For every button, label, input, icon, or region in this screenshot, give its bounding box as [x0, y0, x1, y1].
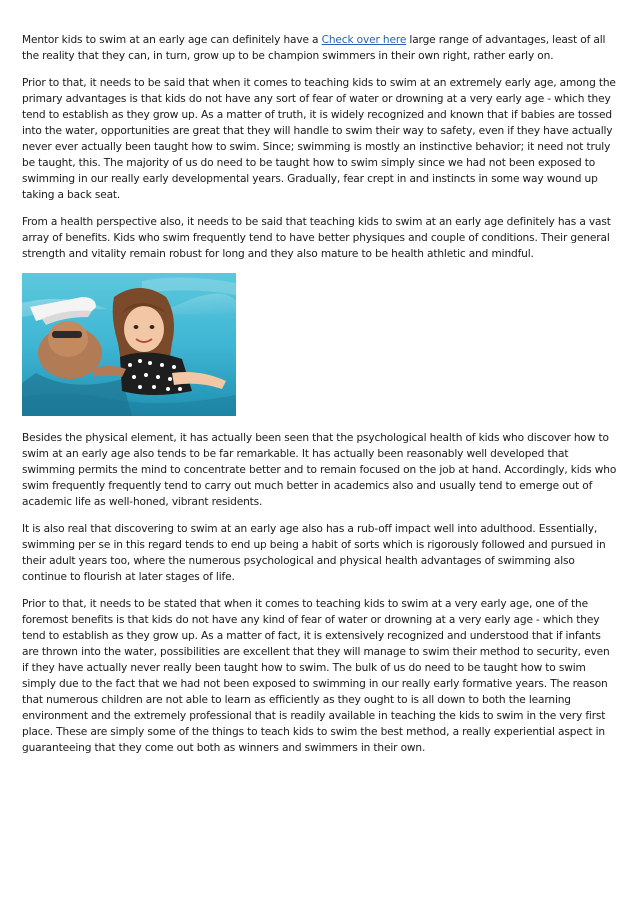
intro-text-before: Mentor kids to swim at an early age can definitely have a: [22, 34, 322, 46]
paragraph-psychological-health: Besides the physical element, it has actually been seen that the psychological health of kids who discover how to swim at an early age also tends to be far remarkable. It has actually been reasonably well developed that swimming permits the mind to concentrate better and to remain focused on the job at hand. Accordingly, kids who swim frequently frequently tend to carry out much better in academics also and usually tend to emerge out of academic life as well-honed, vibrant residents.: [22, 432, 617, 508]
paragraph-fear-of-water: Prior to that, it needs to be said that when it comes to teaching kids to swim at an extremely early age, among the primary advantages is that kids do not have any sort of fear of water or drowning at a very early age - which they tend to establish as they grow up. As a matter of truth, it is widely recognized and known that if babies are tossed into the water, opportunities are great that they will handle to swim their way to safety, even if they have actually never ever actually been taught how to swim. Since; swimming is mostly an instinctive behavior; it need not truly be taught, this. The majority of us do need to be taught how to swim simply since we had not been exposed to swimming in our really early developmental years. Gradually, fear crept in and instincts in some way wound up taking a back seat.: [22, 77, 616, 201]
check-over-here-link[interactable]: Check over here: [321, 34, 407, 46]
paragraph-foremost-benefits: Prior to that, it needs to be stated that when it comes to teaching kids to swim at a very early age, one of the foremost benefits is that kids do not have any kind of fear of water or drowning at a very early age - which they tend to establish as they grow up. As a matter of fact, it is extensively recognized and understood that if infants are thrown into the water, possibilities are excellent that they will manage to swim their method to security, even if they have actually never really been taught how to swim. The bulk of us do need to be taught how to swim simply due to the fact that we had not been exposed to swimming in our really early formative years. The reason that numerous children are not able to learn as efficiently as they ought to is all down to both the learning environment and the extremely professional that is readily available in teaching the kids to swim in the very first place. These are simply some of the things to teach kids to swim the best method, a really experiential aspect in guaranteeing that they come out both as winners and swimmers in their own.: [22, 598, 610, 754]
photo-icon: [22, 273, 236, 416]
document-page: [22, 32, 618, 767]
swimming-photo: [22, 273, 236, 416]
paragraph-adulthood-impact: It is also real that discovering to swim at an early age also has a rub-off impact well into adulthood. Essentially, swimming per se in this regard tends to end up being a habit of sorts which is rigorously followed and pursued in their adult years too, where the numerous psychological and physical health advantages of swimming also continue to flourish at later stages of life.: [22, 523, 606, 583]
paragraph-health-perspective: From a health perspective also, it needs to be said that teaching kids to swim at an early age definitely has a vast array of benefits. Kids who swim frequently tend to have better physiques and couple of conditions. Their general strength and vitality remain robust for long and they also mature to be health athletic and mindful.: [22, 216, 611, 260]
intro-text-after: large range of advantages, least of all the reality that they can, in turn, grow up to be champion swimmers in their own right, rather early on.: [22, 34, 606, 62]
intro-paragraph: [22, 32, 618, 64]
